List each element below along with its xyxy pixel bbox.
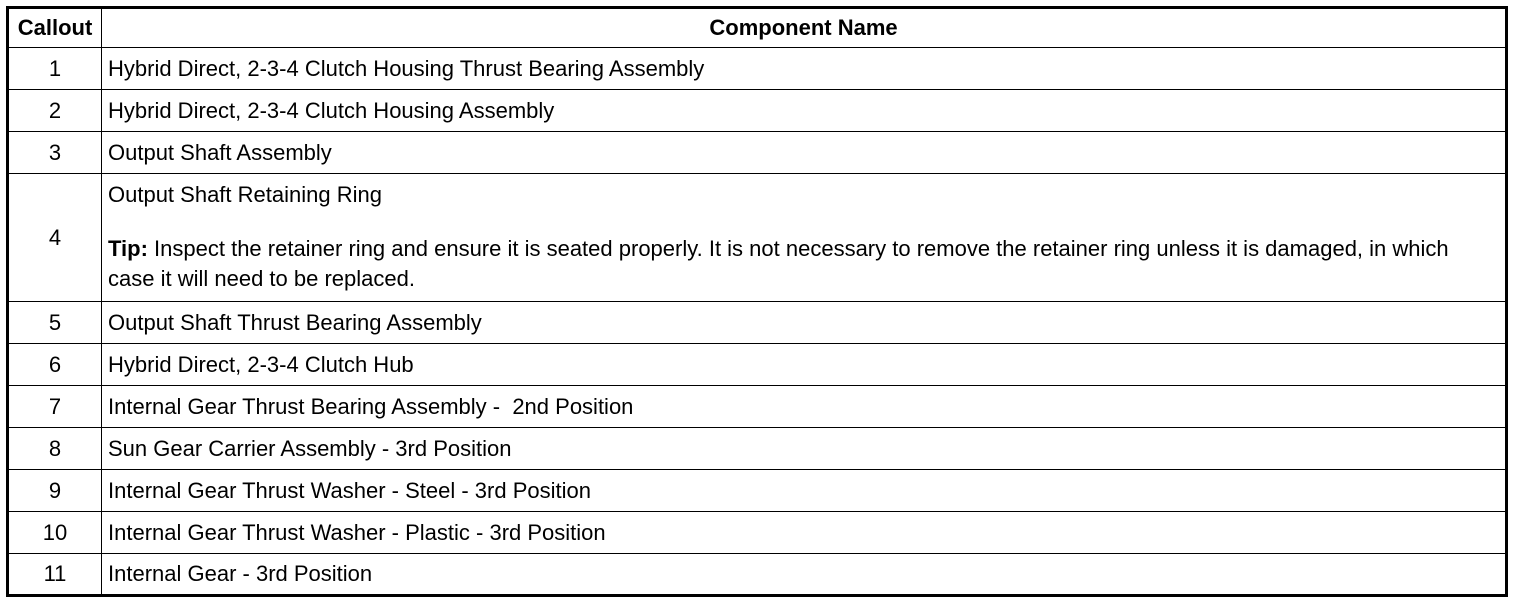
callout-cell: 7 bbox=[8, 386, 102, 428]
callout-cell: 3 bbox=[8, 132, 102, 174]
component-name-cell: Internal Gear Thrust Washer - Plastic - 3rd Position bbox=[102, 512, 1507, 554]
component-name-cell: Output Shaft Assembly bbox=[102, 132, 1507, 174]
callout-cell: 8 bbox=[8, 428, 102, 470]
component-name-cell: Output Shaft Thrust Bearing Assembly bbox=[102, 302, 1507, 344]
table-row bbox=[8, 90, 1507, 132]
component-name-text: Output Shaft Retaining Ring bbox=[108, 181, 382, 207]
tip-text: Inspect the retainer ring and ensure it is seated properly. It is not necessary to remove the retainer ring unless it is damaged, in which case it will need to be replaced. bbox=[108, 235, 1449, 291]
callout-cell: 10 bbox=[8, 512, 102, 554]
table-row bbox=[8, 132, 1507, 174]
table-row bbox=[8, 386, 1507, 428]
tip-label: Tip: bbox=[108, 235, 148, 261]
table-row bbox=[8, 428, 1507, 470]
component-name-cell: Internal Gear Thrust Bearing Assembly - 2nd Position bbox=[102, 386, 1507, 428]
table-row bbox=[8, 554, 1507, 596]
table-row bbox=[8, 302, 1507, 344]
component-table-container bbox=[6, 6, 1508, 597]
component-name-column-header: Component Name bbox=[102, 8, 1507, 48]
table-row bbox=[8, 48, 1507, 90]
table-header-row bbox=[8, 8, 1507, 48]
component-name-cell: Sun Gear Carrier Assembly - 3rd Position bbox=[102, 428, 1507, 470]
component-name-cell: Internal Gear - 3rd Position bbox=[102, 554, 1507, 596]
component-name-cell: Hybrid Direct, 2-3-4 Clutch Housing Assembly bbox=[102, 90, 1507, 132]
component-name-cell bbox=[102, 174, 1507, 302]
callout-cell: 2 bbox=[8, 90, 102, 132]
component-name-cell: Hybrid Direct, 2-3-4 Clutch Housing Thrust Bearing Assembly bbox=[102, 48, 1507, 90]
callout-cell: 5 bbox=[8, 302, 102, 344]
table-row bbox=[8, 512, 1507, 554]
callout-cell: 11 bbox=[8, 554, 102, 596]
table-row bbox=[8, 344, 1507, 386]
callout-cell: 4 bbox=[8, 174, 102, 302]
component-table bbox=[6, 6, 1508, 597]
callout-cell: 6 bbox=[8, 344, 102, 386]
callout-cell: 1 bbox=[8, 48, 102, 90]
component-name-cell: Hybrid Direct, 2-3-4 Clutch Hub bbox=[102, 344, 1507, 386]
component-name-cell: Internal Gear Thrust Washer - Steel - 3rd Position bbox=[102, 470, 1507, 512]
table-row bbox=[8, 174, 1507, 302]
callout-cell: 9 bbox=[8, 470, 102, 512]
table-row bbox=[8, 470, 1507, 512]
callout-column-header: Callout bbox=[8, 8, 102, 48]
tip-note bbox=[108, 234, 1499, 294]
